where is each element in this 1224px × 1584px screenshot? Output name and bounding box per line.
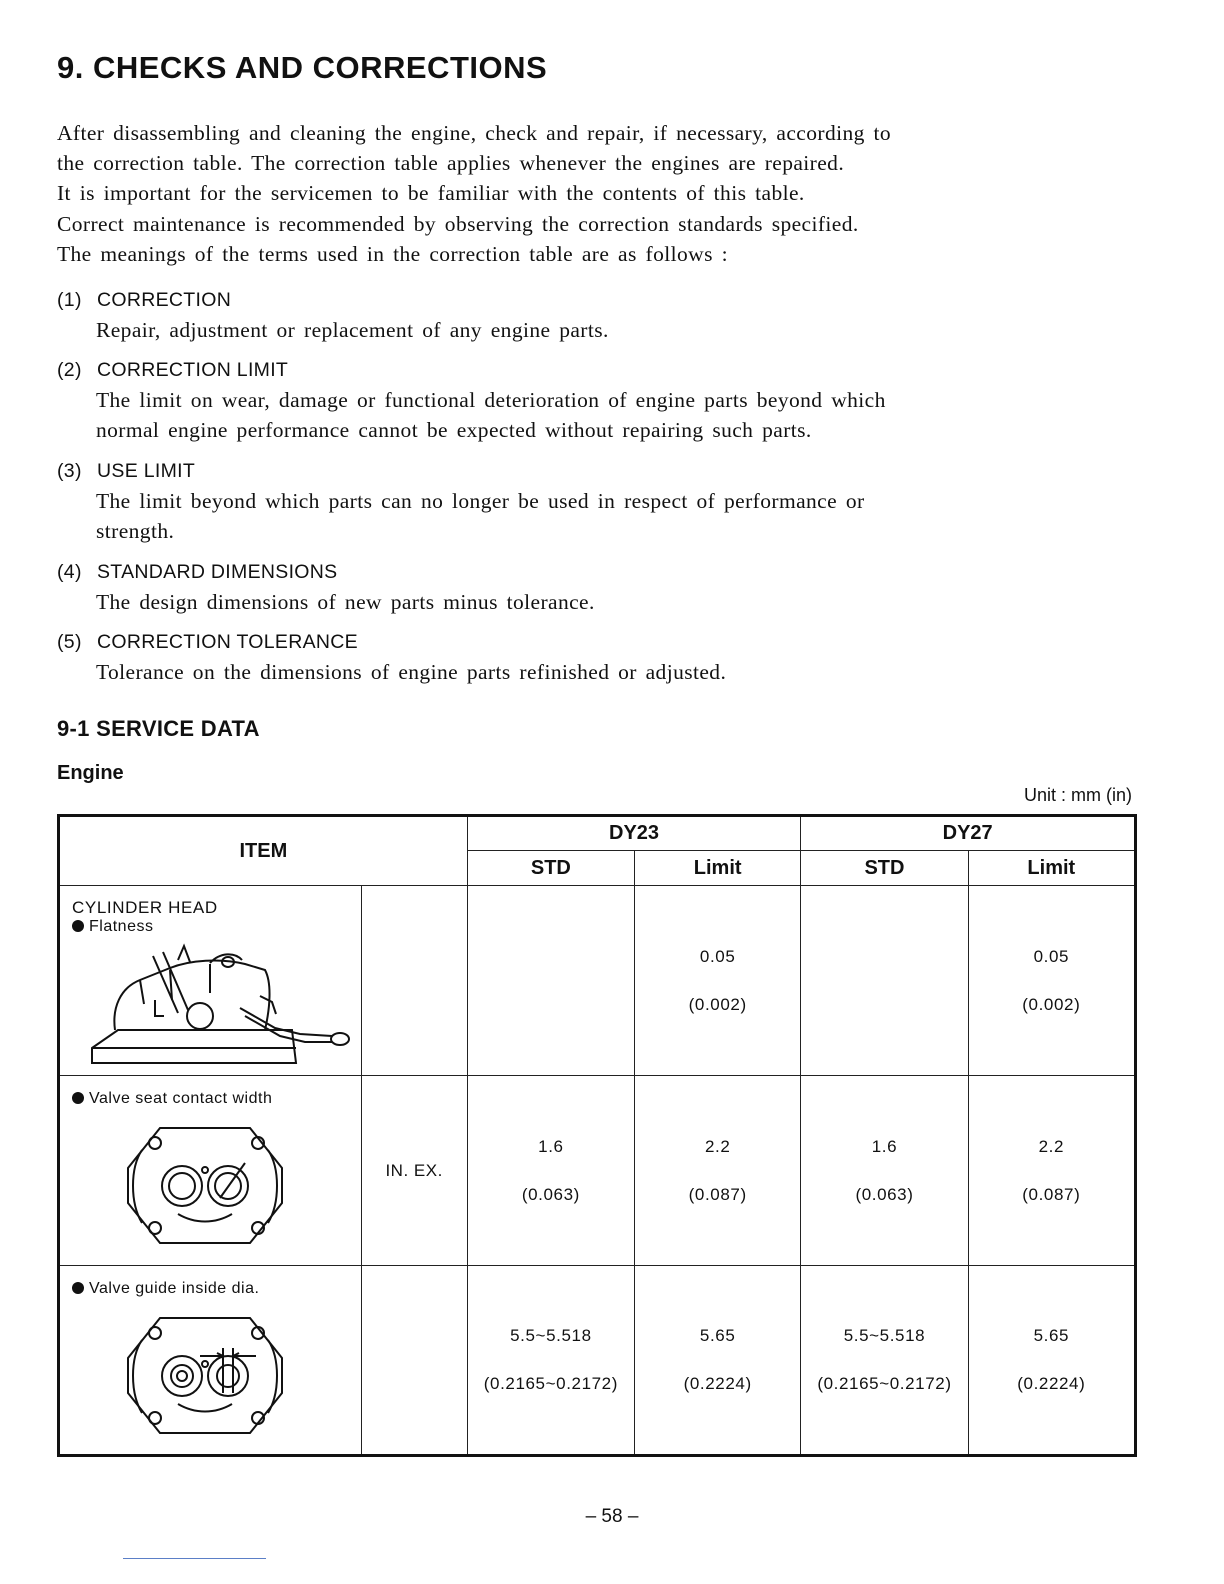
bullet-icon — [72, 1092, 84, 1104]
valve-guide-illustration — [60, 1298, 360, 1448]
definition-desc: The limit beyond which parts can no longer be used in respect of performance or — [96, 489, 865, 513]
flatness-illustration — [60, 938, 360, 1073]
value-cell: 2.2 (0.087) — [635, 1076, 801, 1266]
value-cell: 2.2 (0.087) — [968, 1076, 1135, 1266]
definition-correction-tolerance — [57, 627, 1132, 687]
model-header-dy27: DY27 — [801, 816, 1136, 851]
page-number: – 58 – — [585, 1506, 639, 1527]
intro-paragraph — [57, 118, 1132, 269]
definition-number: (4) — [57, 561, 82, 583]
definition-desc: The design dimensions of new parts minus tolerance. — [96, 590, 595, 614]
col-header-limit: Limit — [635, 851, 801, 886]
definition-desc: strength. — [96, 519, 175, 544]
unit-note: Unit : mm (in) — [1024, 785, 1132, 805]
definition-number: (3) — [57, 460, 82, 482]
definition-desc: The limit on wear, damage or functional deterioration of engine parts beyond which — [96, 388, 886, 412]
table-row — [59, 1266, 1136, 1456]
definition-correction — [57, 285, 1132, 345]
service-data-table — [57, 814, 1137, 1457]
subsection-heading: Engine — [57, 762, 124, 784]
value-cell — [801, 886, 968, 1076]
item-cell — [59, 886, 362, 1076]
item-label: Valve seat contact width — [89, 1090, 273, 1107]
definition-number: (5) — [57, 631, 82, 653]
definition-use-limit — [57, 456, 1132, 546]
bullet-icon — [72, 920, 84, 932]
col-header-limit: Limit — [968, 851, 1135, 886]
table-row — [59, 1076, 1136, 1266]
item-header: ITEM — [59, 816, 468, 886]
page-title: 9. CHECKS AND CORRECTIONS — [57, 50, 548, 85]
bullet-icon — [72, 1282, 84, 1294]
value-cell: 5.5~5.518 (0.2165~0.2172) — [801, 1266, 968, 1456]
value-cell: 0.05 (0.002) — [635, 886, 801, 1076]
col-header-std: STD — [467, 851, 634, 886]
definition-term: USE LIMIT — [97, 460, 196, 482]
definition-term: STANDARD DIMENSIONS — [97, 561, 338, 583]
item-label: Valve guide inside dia. — [89, 1280, 260, 1297]
table-row — [59, 886, 1136, 1076]
group-label: CYLINDER HEAD — [72, 898, 218, 917]
definition-number: (1) — [57, 289, 82, 311]
sub-cell — [361, 1266, 467, 1456]
section-heading: 9-1 SERVICE DATA — [57, 716, 260, 741]
sub-cell: IN. EX. — [361, 1076, 467, 1266]
value-cell: 5.65 (0.2224) — [635, 1266, 801, 1456]
item-label: Flatness — [89, 918, 154, 935]
definition-term: CORRECTION LIMIT — [97, 359, 289, 381]
item-cell — [59, 1266, 362, 1456]
definition-desc: Tolerance on the dimensions of engine parts refinished or adjusted. — [96, 660, 727, 684]
definition-desc: normal engine performance cannot be expected without repairing such parts. — [96, 418, 812, 443]
item-cell — [59, 1076, 362, 1266]
definition-term: CORRECTION — [97, 289, 232, 311]
value-cell: 0.05 (0.002) — [968, 886, 1135, 1076]
col-header-std: STD — [801, 851, 968, 886]
definition-term: CORRECTION TOLERANCE — [97, 631, 358, 653]
value-cell: 1.6 (0.063) — [801, 1076, 968, 1266]
definition-standard-dimensions — [57, 557, 1132, 617]
definition-number: (2) — [57, 359, 82, 381]
intro-line: Correct maintenance is recommended by observing the correction standards specified. — [57, 211, 859, 236]
intro-line: After disassembling and cleaning the engine, check and repair, if necessary, according to — [57, 121, 892, 145]
definition-desc: Repair, adjustment or replacement of any engine parts. — [96, 318, 609, 342]
value-cell: 5.5~5.518 (0.2165~0.2172) — [467, 1266, 634, 1456]
model-header-dy23: DY23 — [467, 816, 801, 851]
sub-cell — [361, 886, 467, 1076]
intro-line: The meanings of the terms used in the correction table are as follows : — [57, 241, 728, 266]
value-cell: 1.6 (0.063) — [467, 1076, 634, 1266]
intro-line: the correction table. The correction table applies whenever the engines are repaired. — [57, 151, 845, 176]
intro-line: It is important for the servicemen to be familiar with the contents of this table. — [57, 181, 805, 206]
footer-rule — [123, 1558, 266, 1559]
value-cell: 5.65 (0.2224) — [968, 1266, 1135, 1456]
definition-correction-limit — [57, 355, 1132, 445]
valve-seat-illustration — [60, 1108, 360, 1258]
value-cell — [467, 886, 634, 1076]
